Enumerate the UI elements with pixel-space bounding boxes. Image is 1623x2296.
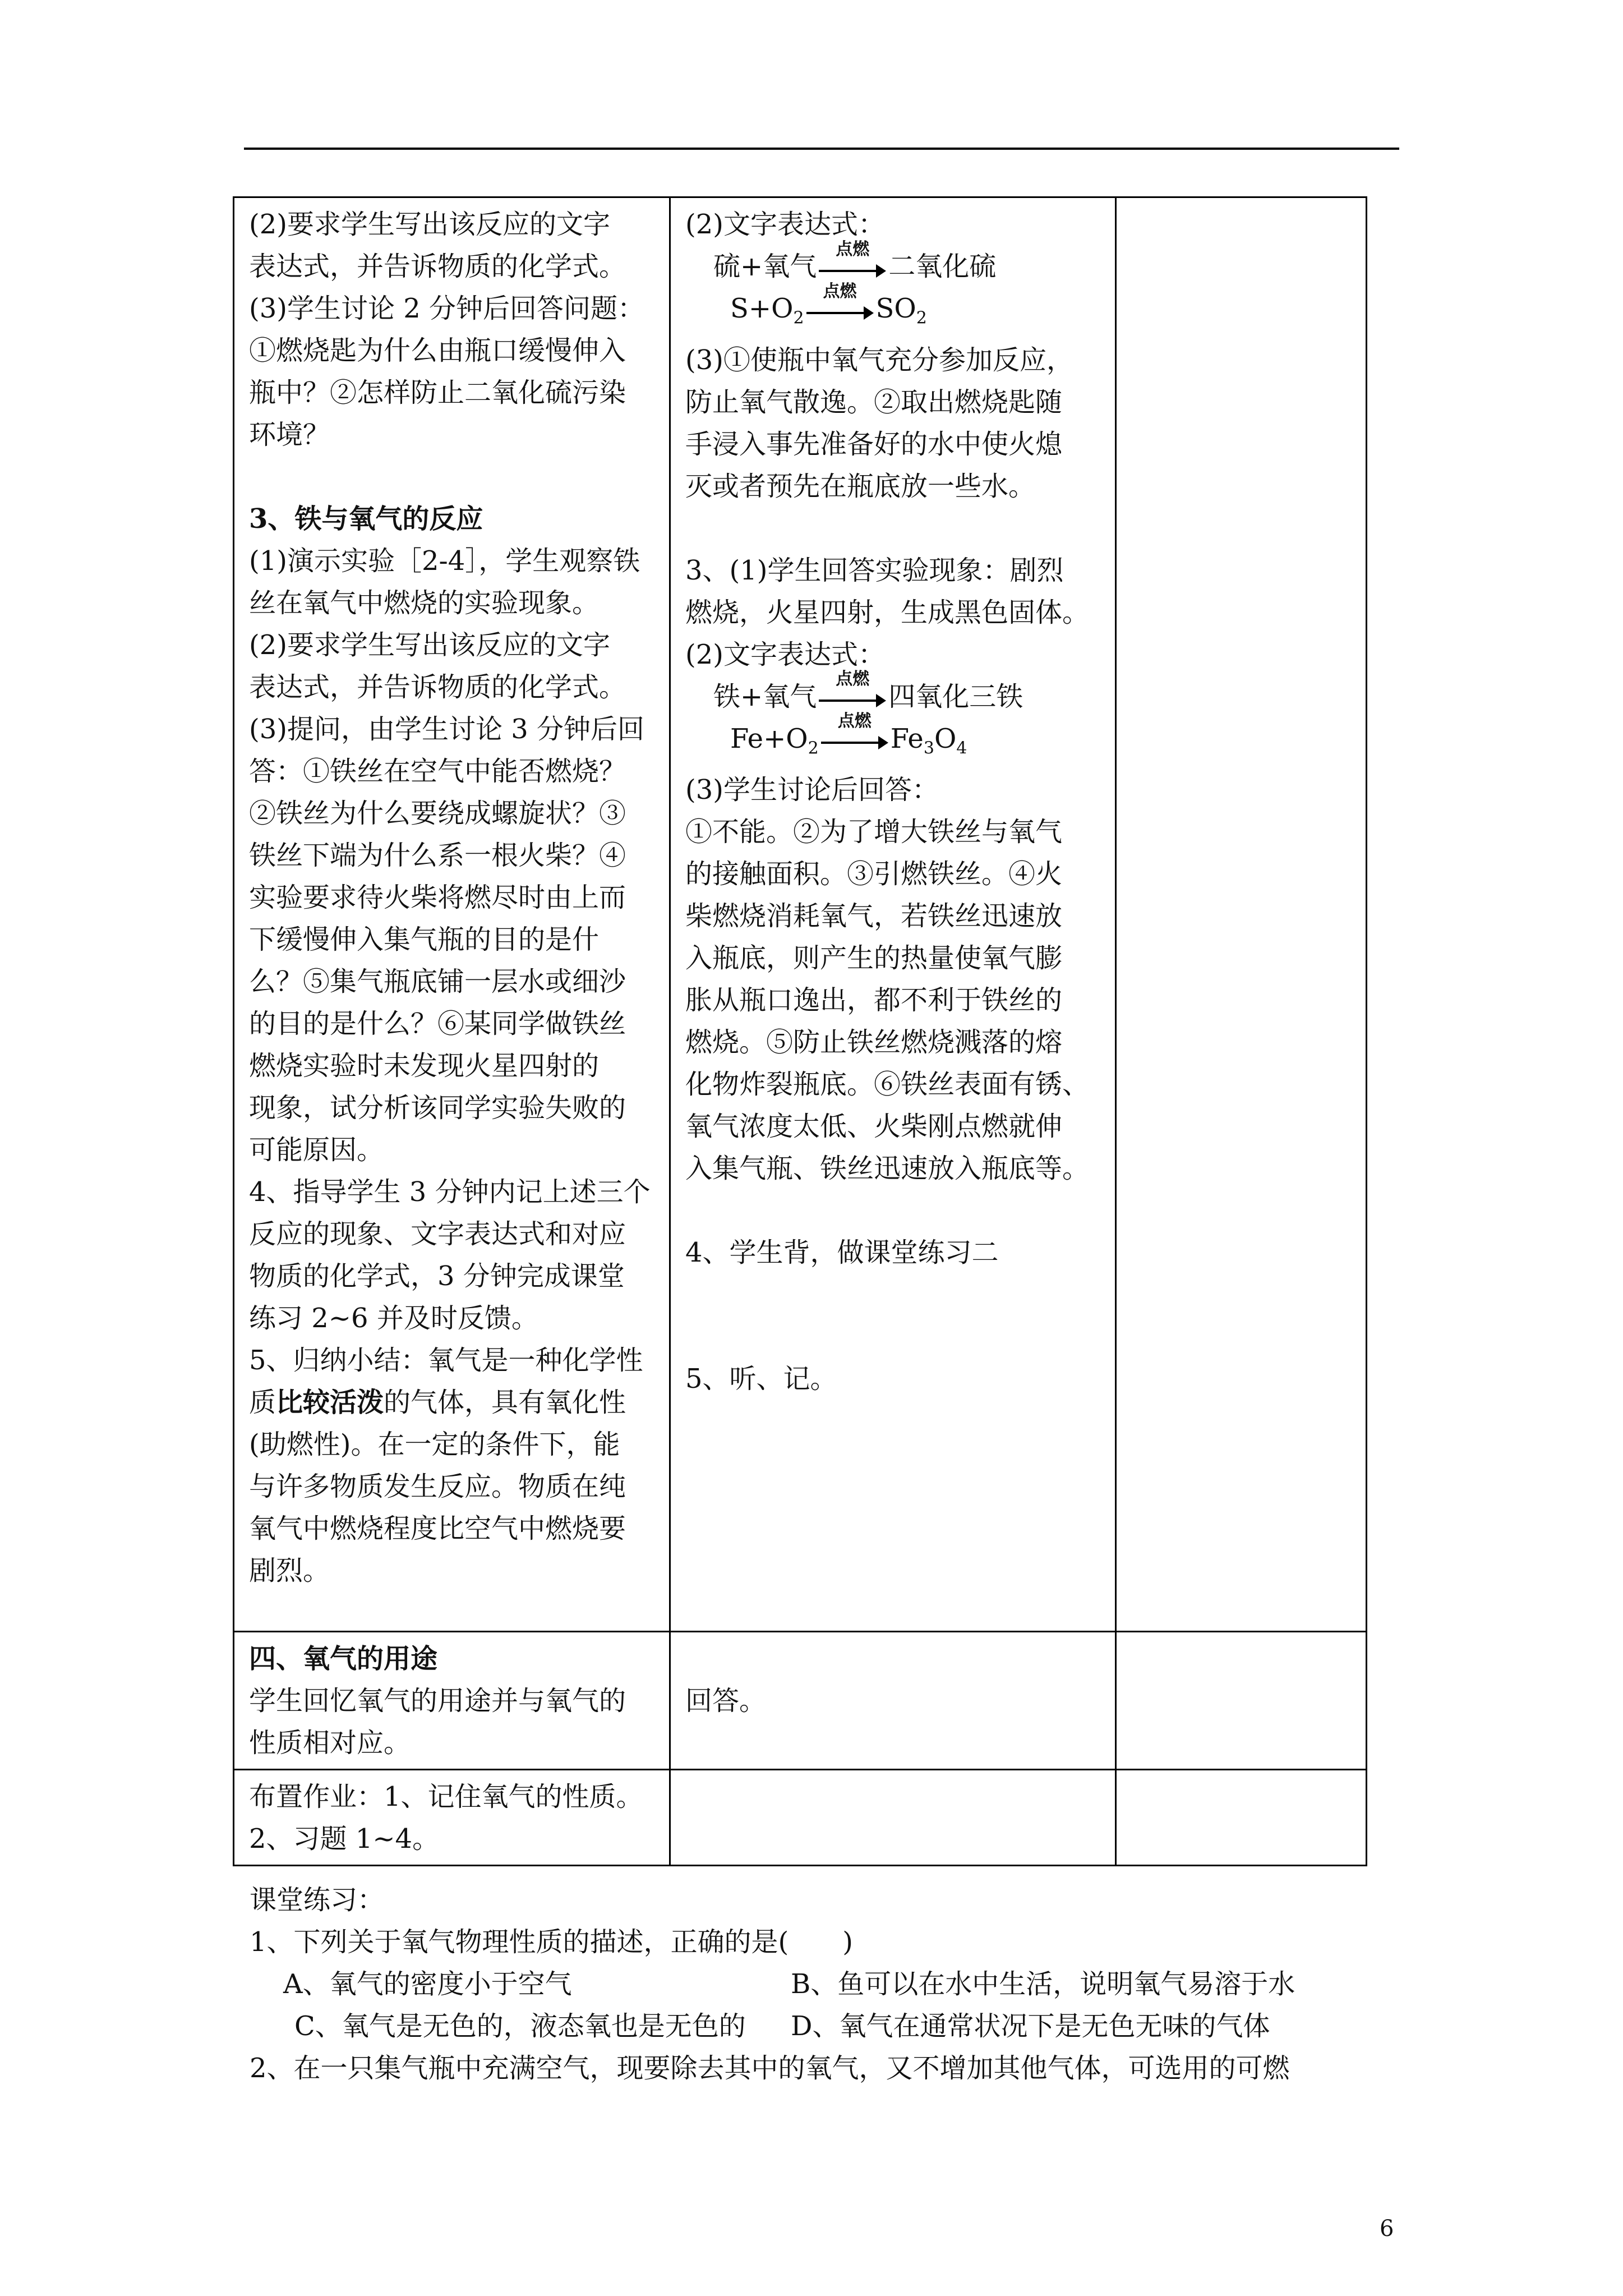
- header-rule: [244, 148, 1399, 150]
- text-line: (2)文字表达式：: [685, 638, 885, 670]
- lesson-table: [233, 196, 1367, 1866]
- emphasis-prefix: 比: [276, 1387, 303, 1418]
- text-line: 防止氧气散逸。②取出燃烧匙随: [685, 386, 1063, 418]
- option-d: D、氧气在通常状况下是无色无味的气体: [791, 2010, 1270, 2042]
- text-line: 与许多物质发生反应。物质在纯: [249, 1471, 626, 1502]
- product: Fe: [890, 723, 924, 754]
- ignite-arrow-icon: [819, 239, 886, 280]
- text-line: 灭或者预先在瓶底放一些水。: [685, 470, 1036, 502]
- teacher-activity-cell: [234, 1632, 670, 1770]
- notes-cell: [1116, 1632, 1367, 1770]
- teacher-activity-cell: [234, 197, 670, 1632]
- text-line: 4、学生背，做课堂练习二: [685, 1237, 999, 1269]
- notes-cell: [1116, 1770, 1367, 1866]
- product: SO: [875, 293, 916, 324]
- text-line: 的目的是什么？⑥某同学做铁丝: [249, 1008, 626, 1039]
- text-line: 回答。: [685, 1685, 767, 1717]
- student-activity-cell: [670, 1770, 1116, 1866]
- text-line: 剧烈。: [249, 1555, 330, 1586]
- reactants: Fe+O: [730, 723, 808, 754]
- text-line: 现象，试分析该同学实验失败的: [249, 1092, 626, 1124]
- option-row: [250, 1963, 1382, 2005]
- text-line: 柴燃烧消耗氧气，若铁丝迅速放: [685, 900, 1063, 932]
- table-row: [234, 197, 1367, 1632]
- subscript: 4: [956, 738, 967, 758]
- text-line: 可能原因。: [249, 1134, 384, 1166]
- arrow-label: 点燃: [823, 281, 857, 301]
- text-line: 环境？: [249, 419, 330, 450]
- homework-cell: [234, 1770, 670, 1866]
- blank-line: [249, 456, 654, 498]
- text-line: 么？⑤集气瓶底铺一层水或细沙: [249, 966, 626, 997]
- text-line: 表达式，并告诉物质的化学式。: [249, 251, 626, 282]
- text-line: (2)要求学生写出该反应的文字: [249, 629, 610, 661]
- student-activity-cell: [670, 197, 1116, 1632]
- table-row: [234, 1770, 1367, 1866]
- text-line: 学生回忆氧气的用途并与氧气的: [249, 1685, 626, 1717]
- text-line: 瓶中？②怎样防止二氧化硫污染: [249, 377, 626, 408]
- subscript: 2: [793, 308, 804, 328]
- student-activity-cell: [670, 1632, 1116, 1770]
- subscript: 2: [808, 738, 819, 758]
- text-line: 表达式，并告诉物质的化学式。: [249, 671, 626, 703]
- text-line: 反应的现象、文字表达式和对应: [249, 1218, 626, 1250]
- section-heading: 四、氧气的用途: [249, 1643, 438, 1674]
- text-line: 燃烧实验时未发现火星四射的: [249, 1050, 600, 1082]
- word-equation-sulfur: [685, 239, 1100, 288]
- text-line: ①不能。②为了增大铁丝与氧气: [685, 816, 1063, 848]
- chemical-equation-sulfur: [685, 281, 1100, 339]
- reactants: 铁+氧气: [713, 680, 817, 712]
- class-practice: [250, 1879, 1382, 2090]
- practice-title: 课堂练习：: [250, 1884, 385, 1916]
- text-line: 3、(1)学生回答实验现象：剧烈: [685, 554, 1064, 586]
- text-line: (3)提问，由学生讨论 3 分钟后回: [249, 714, 645, 745]
- blank-line: [685, 1274, 1100, 1316]
- text-fragment: 的气体，具有氧化性: [384, 1387, 626, 1418]
- text-line: 化物炸裂瓶底。⑥铁丝表面有锈、: [685, 1069, 1090, 1101]
- text-line: (3)学生讨论后回答：: [685, 774, 939, 806]
- text-line: 氧气浓度太低、火柴刚点燃就伸: [685, 1111, 1063, 1143]
- emphasis-text: 较活泼: [303, 1387, 384, 1418]
- text-line: 4、指导学生 3 分钟内记上述三个: [249, 1176, 651, 1208]
- ignite-arrow-icon: [819, 669, 886, 710]
- blank-line: [685, 1316, 1100, 1358]
- page-number: 6: [1380, 2216, 1394, 2242]
- blank-line: [685, 508, 1100, 550]
- text-line: (2)要求学生写出该反应的文字: [249, 209, 610, 240]
- text-line: 布置作业：1、记住氧气的性质。: [249, 1781, 643, 1812]
- text-line: 下缓慢伸入集气瓶的目的是什: [249, 924, 600, 955]
- text-line: 2、习题 1~4。: [249, 1823, 440, 1855]
- text-line: 燃烧。⑤防止铁丝燃烧溅落的熔: [685, 1027, 1063, 1059]
- option-a: A、氧气的密度小于空气: [283, 1968, 572, 2000]
- text-line: 燃烧，火星四射，生成黑色固体。: [685, 596, 1090, 628]
- reactants: S+O: [730, 293, 794, 324]
- text-line: 丝在氧气中燃烧的实验现象。: [249, 587, 600, 619]
- section-heading: 3、铁与氧气的反应: [249, 503, 483, 535]
- arrow-label: 点燃: [836, 669, 870, 689]
- text-line: (助燃性)。在一定的条件下，能: [249, 1429, 620, 1460]
- subscript: 2: [916, 308, 927, 328]
- word-equation-iron: [685, 669, 1100, 718]
- subscript: 3: [923, 738, 934, 758]
- text-line: (3)学生讨论 2 分钟后回答问题：: [249, 293, 645, 324]
- text-line: 胀从瓶口逸出，都不利于铁丝的: [685, 984, 1063, 1016]
- option-row: [250, 2005, 1382, 2047]
- text-line: (3)①使瓶中氧气充分参加反应，: [685, 344, 1073, 376]
- product: 四氧化三铁: [888, 680, 1023, 712]
- product: 二氧化硫: [888, 251, 997, 282]
- arrow-label: 点燃: [836, 239, 870, 259]
- product: O: [934, 723, 957, 754]
- ignite-arrow-icon: [821, 711, 888, 752]
- option-b: B、鱼可以在水中生活，说明氧气易溶于水: [791, 1968, 1295, 2000]
- text-line: ②铁丝为什么要绕成螺旋状？③: [249, 798, 626, 829]
- text-line: 铁丝下端为什么系一根火柴？④: [249, 840, 626, 871]
- table-row: [234, 1632, 1367, 1770]
- chemical-equation-iron: [685, 711, 1100, 770]
- text-line: 5、听、记。: [685, 1363, 837, 1395]
- text-line: 答：①铁丝在空气中能否燃烧？: [249, 756, 626, 787]
- text-line: 性质相对应。: [249, 1727, 411, 1759]
- option-c: C、氧气是无色的，液态氧也是无色的: [294, 2010, 746, 2042]
- text-line: (2)文字表达式：: [685, 209, 885, 240]
- text-line: 入集气瓶、铁丝迅速放入瓶底等。: [685, 1153, 1090, 1185]
- text-line: 氧气中燃烧程度比空气中燃烧要: [249, 1513, 626, 1544]
- notes-cell: [1116, 197, 1367, 1632]
- reactants: 硫+氧气: [713, 251, 817, 282]
- question-1: 1、下列关于氧气物理性质的描述，正确的是( ): [250, 1926, 853, 1958]
- ignite-arrow-icon: [806, 281, 874, 322]
- summary-line: 质比较活泼的气体，具有氧化性: [249, 1387, 626, 1418]
- question-2: 2、在一只集气瓶中充满空气，现要除去其中的氧气，又不增加其他气体，可选用的可燃: [250, 2053, 1290, 2084]
- blank-line: [685, 1190, 1100, 1232]
- arrow-label: 点燃: [837, 711, 872, 731]
- text-line: 实验要求待火柴将燃尽时由上而: [249, 882, 626, 913]
- text-line: 手浸入事先准备好的水中使火熄: [685, 428, 1063, 460]
- text-line: 入瓶底，则产生的热量使氧气膨: [685, 942, 1063, 974]
- blank-line: [685, 1638, 1100, 1680]
- text-line: 练习 2~6 并及时反馈。: [249, 1303, 538, 1334]
- text-line: 物质的化学式，3 分钟完成课堂: [249, 1260, 625, 1292]
- text-line: 5、归纳小结：氧气是一种化学性: [249, 1345, 643, 1376]
- text-line: ①燃烧匙为什么由瓶口缓慢伸入: [249, 335, 626, 366]
- text-line: 的接触面积。③引燃铁丝。④火: [685, 858, 1063, 890]
- text-line: (1)演示实验［2-4］，学生观察铁: [249, 545, 640, 577]
